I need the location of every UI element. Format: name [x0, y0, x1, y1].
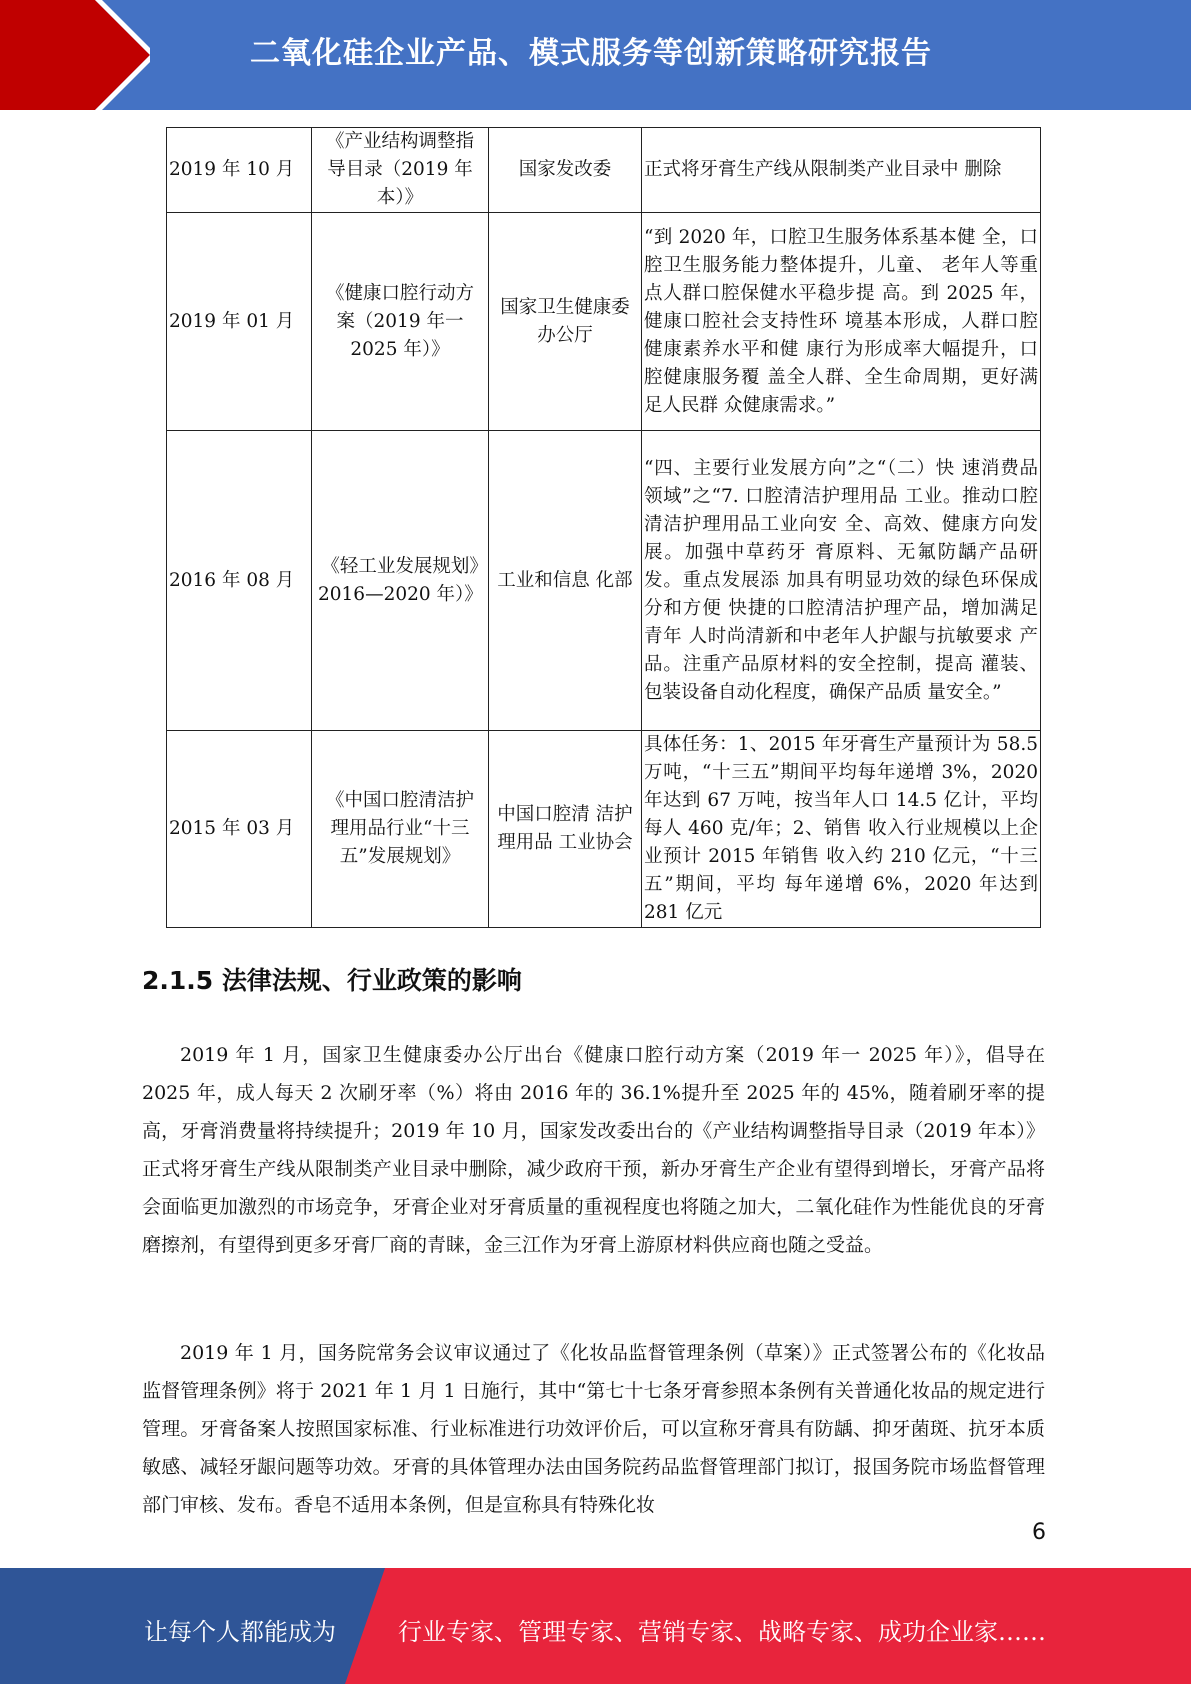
- body-paragraph: 2019 年 1 月，国务院常务会议审议通过了《化妆品监督管理条例（草案）》正式签署公布的《化妆品监督管理条例》将于 2021 年 1 月 1 日施行，其中“第七十七条牙膏参照本条例有关普通化妆品的规定进行管理。牙膏备案人按照国家标准、行业标准进行功效评价后，可以宣称牙膏具有防龋、抑牙菌斑、抗牙本质敏感、减轻牙龈问题等功效。牙膏的具体管理办法由国务院药品监督管理部门拟订，报国务院市场监督管理部门审核、发布。香皂不适用本条例，但是宣称具有特殊化妆: [142, 1342, 1045, 1516]
- table-cell-date: 2019 年 01 月: [167, 213, 312, 431]
- table-cell-document: 《轻工业发展规划》2016—2020 年）》: [312, 431, 489, 731]
- table-row: [167, 731, 1041, 928]
- table-row: [167, 128, 1041, 213]
- table-cell-document: 《产业结构调整指导目录（2019 年本）》: [312, 128, 489, 213]
- table-cell-date: 2015 年 03 月: [167, 731, 312, 928]
- page-header: [0, 0, 1191, 110]
- page-number: 6: [1032, 1520, 1046, 1545]
- table-cell-content: 正式将牙膏生产线从限制类产业目录中 删除: [642, 128, 1041, 213]
- body-paragraph: 2019 年 1 月，国家卫生健康委办公厅出台《健康口腔行动方案（2019 年一 2025 年）》，倡导在 2025 年，成人每天 2 次刷牙率（%）将由 2016 年的 36.1%提升至 2025 年的 45%，随着刷牙率的提高，牙膏消费量将持续提升；2019 年 10 月，国家发改委出台的《产业结构调整指导目录（2019 年本）》正式将牙膏生产线从限制类产业目录中删除，减少政府干预，新办牙膏生产企业有望得到增长，牙膏产品将会面临更加激烈的市场竞争，牙膏企业对牙膏质量的重视程度也将随之加大，二氧化硅作为性能优良的牙膏磨擦剂，有望得到更多牙膏厂商的青睐，金三江作为牙膏上游原材料供应商也随之受益。: [142, 1044, 1045, 1256]
- table-cell-department: 中国口腔清 洁护理用品 工业协会: [489, 731, 642, 928]
- footer-slogan-right: 行业专家、管理专家、营销专家、战略专家、成功企业家……: [398, 1618, 1046, 1646]
- table-row: [167, 431, 1041, 731]
- table-cell-content: “四、主要行业发展方向”之“（二）快 速消费品领域”之“7. 口腔清洁护理用品 工业。推动口腔清洁护理用品工业向安 全、高效、健康方向发展。加强中草药牙 膏原料、无氟防龋产品研发。重点发展添 加具有明显功效的绿色环保成分和方便 快捷的口腔清洁护理产品，增加满足青年 人时尚清新和中老年人护龈与抗敏要求 产品。注重产品原材料的安全控制，提高 灌装、包装设备自动化程度，确保产品质 量安全。”: [642, 431, 1041, 731]
- table-cell-department: 工业和信息 化部: [489, 431, 642, 731]
- header-red-arrow-decoration: [0, 0, 150, 110]
- table-cell-department: 国家卫生健康委办公厅: [489, 213, 642, 431]
- table-row: [167, 213, 1041, 431]
- footer-slogan-left: 让每个人都能成为: [144, 1618, 336, 1646]
- page-footer: [0, 1568, 1191, 1684]
- table-cell-date: 2016 年 08 月: [167, 431, 312, 731]
- table-cell-content: “到 2020 年，口腔卫生服务体系基本健 全，口腔卫生服务能力整体提升，儿童、 老年人等重点人群口腔保健水平稳步提 高。到 2025 年，健康口腔社会支持性环 境基本形成，人群口腔健康素养水平和健 康行为形成率大幅提升，口腔健康服务覆 盖全人群、全生命周期，更好满足人民群 众健康需求。”: [642, 213, 1041, 431]
- table-cell-content: 具体任务：1、2015 年牙膏生产量预计为 58.5 万吨，“十三五”期间平均每年递增 3%，2020 年达到 67 万吨，按当年人口 14.5 亿计，平均每人 460 克/年；2、销售 收入行业规模以上企业预计 2015 年销售 收入约 210 亿元，“十三五”期间，平均 每年递增 6%，2020 年达到 281 亿元: [642, 731, 1041, 928]
- table-cell-department: 国家发改委: [489, 128, 642, 213]
- section-heading: 2.1.5 法律法规、行业政策的影响: [142, 966, 522, 995]
- table-cell-document: 《中国口腔清洁护理用品行业“十三五”发展规划》: [312, 731, 489, 928]
- policy-table: [166, 127, 1041, 928]
- table-cell-document: 《健康口腔行动方案（2019 年一 2025 年）》: [312, 213, 489, 431]
- report-title: 二氧化硅企业产品、模式服务等创新策略研究报告: [250, 36, 932, 71]
- table-cell-date: 2019 年 10 月: [167, 128, 312, 213]
